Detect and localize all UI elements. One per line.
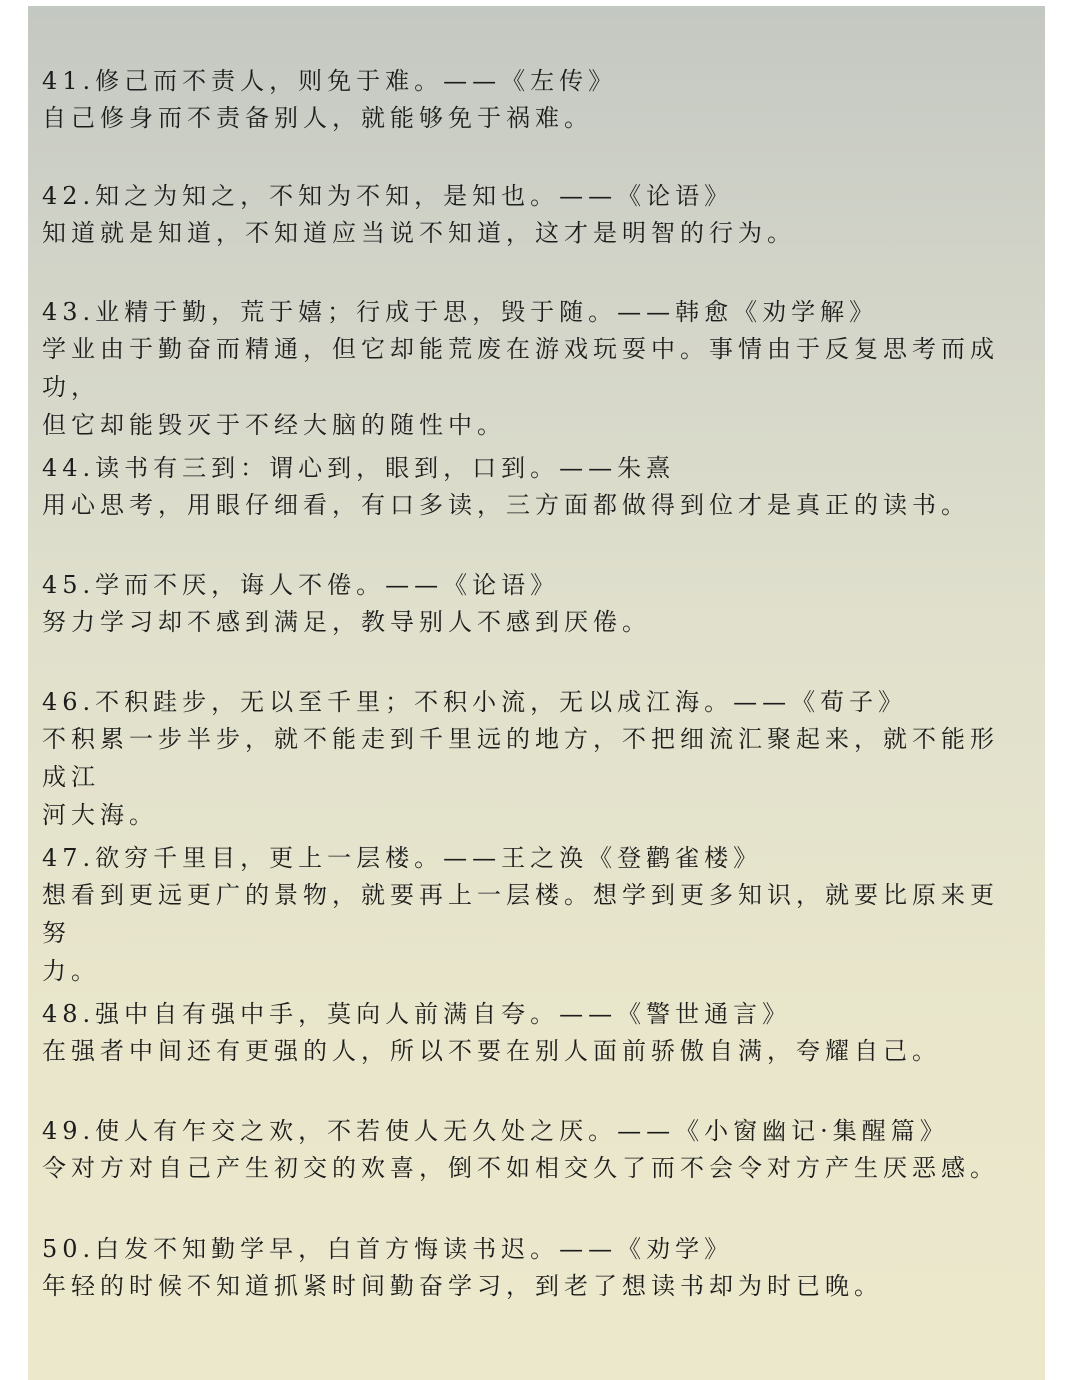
quote-text: 48.强中自有强中手，莫向人前满自夸。——《警世通言》 (42, 1000, 792, 1028)
quote-text: 49.使人有乍交之欢，不若使人无久处之厌。——《小窗幽记·集醒篇》 (42, 1117, 949, 1145)
quote-entry-46 (42, 684, 1017, 834)
quote-meaning: 年轻的时候不知道抓紧时间勤奋学习，到老了想读书却为时已晚。 (42, 1272, 883, 1300)
quote-text: 43.业精于勤，荒于嬉；行成于思，毁于随。——韩愈《劝学解》 (42, 298, 879, 326)
quote-entry-47 (42, 840, 1017, 990)
quote-text: 44.读书有三到：谓心到，眼到，口到。——朱熹 (42, 454, 676, 482)
quote-entry-50 (42, 1231, 1017, 1305)
quote-meaning: 自己修身而不责备别人，就能够免于祸难。 (42, 104, 593, 132)
quote-meaning-line-2: 河大海。 (42, 801, 158, 829)
quote-meaning: 努力学习却不感到满足，教导别人不感到厌倦。 (42, 608, 651, 636)
quote-text: 41.修己而不责人，则免于难。——《左传》 (42, 67, 618, 95)
quote-text: 42.知之为知之，不知为不知，是知也。——《论语》 (42, 182, 734, 210)
quote-text: 47.欲穷千里目，更上一层楼。——王之涣《登鹳雀楼》 (42, 844, 763, 872)
quote-entry-42 (42, 178, 1017, 252)
quote-entry-48 (42, 996, 1017, 1070)
quote-meaning: 令对方对自己产生初交的欢喜，倒不如相交久了而不会令对方产生厌恶感。 (42, 1154, 999, 1182)
quote-meaning-line-2: 但它却能毁灭于不经大脑的随性中。 (42, 411, 506, 439)
quote-meaning-line-2: 力。 (42, 957, 100, 985)
quote-meaning-line-1: 想看到更远更广的景物，就要再上一层楼。想学到更多知识，就要比原来更努 (42, 881, 999, 947)
quote-text: 50.白发不知勤学早，白首方悔读书迟。——《劝学》 (42, 1235, 734, 1263)
quote-meaning-line-1: 学业由于勤奋而精通，但它却能荒废在游戏玩耍中。事情由于反复思考而成功， (42, 335, 999, 401)
document-page (28, 6, 1045, 1380)
quote-entry-41 (42, 63, 1017, 137)
quote-entry-43 (42, 294, 1017, 444)
quote-entry-44 (42, 450, 1017, 524)
quote-entry-49 (42, 1113, 1017, 1187)
quote-meaning: 知道就是知道，不知道应当说不知道，这才是明智的行为。 (42, 219, 796, 247)
quote-meaning: 用心思考，用眼仔细看，有口多读，三方面都做得到位才是真正的读书。 (42, 491, 970, 519)
quote-text: 45.学而不厌，诲人不倦。——《论语》 (42, 571, 560, 599)
quote-entry-45 (42, 567, 1017, 641)
quote-text: 46.不积跬步，无以至千里；不积小流，无以成江海。——《荀子》 (42, 688, 908, 716)
quote-meaning-line-1: 不积累一步半步，就不能走到千里远的地方，不把细流汇聚起来，就不能形成江 (42, 725, 999, 791)
quote-meaning: 在强者中间还有更强的人，所以不要在别人面前骄傲自满，夸耀自己。 (42, 1037, 941, 1065)
